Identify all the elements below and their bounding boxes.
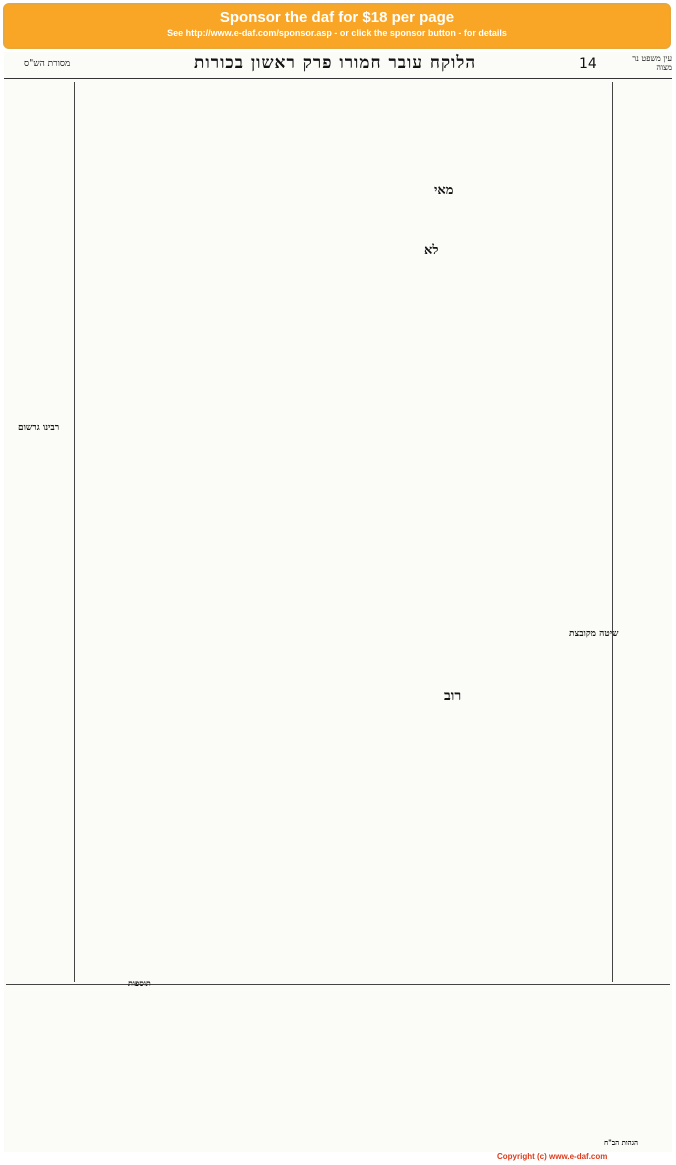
sponsor-title[interactable]: Sponsor the daf for $18 per page xyxy=(219,9,455,26)
bottom-notes xyxy=(6,990,670,1140)
header-right-label: עין משפט נר מצוה xyxy=(632,54,672,72)
sponsor-banner[interactable] xyxy=(3,3,671,49)
section-word-la: לא xyxy=(424,243,439,258)
tosafot-column xyxy=(76,136,236,976)
rashbam-column xyxy=(8,434,74,974)
header-left-label: מסורת הש"ס xyxy=(24,59,71,69)
copyright-link[interactable]: Copyright (c) www.e-daf.com xyxy=(497,1152,608,1161)
section-word-mai: מאי xyxy=(434,183,454,198)
rashbam-heading: רבינו גרשום xyxy=(18,423,60,433)
hagahot-heading: הגהות הב"ח xyxy=(604,1138,639,1147)
column-divider xyxy=(74,82,75,982)
tosafot-heading: תוספות xyxy=(128,978,151,988)
sponsor-subtitle[interactable]: See http://www.e-daf.com/sponsor.asp - or click the sponsor button - for details xyxy=(167,28,507,38)
page-number: 14 xyxy=(579,56,597,72)
shita-heading: שיטה מקובצת xyxy=(569,629,619,639)
page-title: הלוקח עובר חמורו פרק ראשון בכורות xyxy=(194,53,477,73)
rashi-column xyxy=(454,82,610,982)
outer-right-column xyxy=(616,82,672,982)
column-divider xyxy=(612,82,613,982)
section-divider xyxy=(6,984,670,985)
outer-left-column xyxy=(6,82,72,282)
talmud-page-scan xyxy=(4,52,672,1152)
gemara-column xyxy=(240,136,450,916)
page-header xyxy=(4,52,672,79)
section-word-rov: רוב xyxy=(444,688,462,704)
